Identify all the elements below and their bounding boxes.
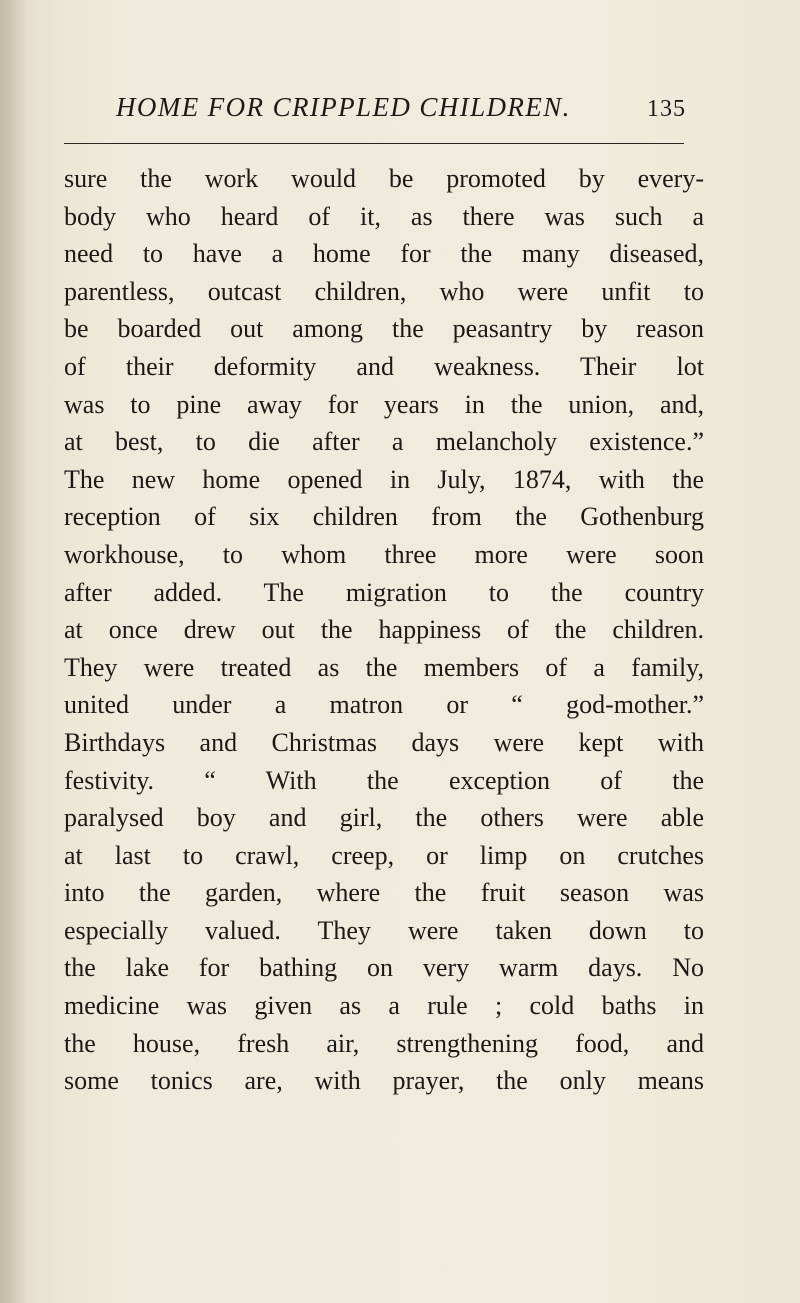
text-line: at best, to die after a melancholy existence.” (64, 427, 704, 457)
running-head (116, 92, 686, 136)
text-line: medicine was given as a rule ; cold baths in (64, 991, 704, 1021)
text-line: some tonics are, with prayer, the only means (64, 1066, 704, 1096)
text-line: workhouse, to whom three more were soon (64, 539, 704, 569)
text-line: after added. The migration to the country (64, 577, 704, 607)
text-line: the house, fresh air, strengthening food, and (64, 1028, 704, 1058)
text-line: sure the work would be promoted by every- (64, 164, 704, 193)
text-line: parentless, outcast children, who were unfit to (64, 276, 704, 306)
text-line: body who heard of it, as there was such a (64, 201, 704, 231)
text-line: be boarded out among the peasantry by reason (64, 314, 704, 344)
text-line: need to have a home for the many diseased, (64, 239, 704, 269)
header-rule (64, 143, 684, 144)
text-line: into the garden, where the fruit season was (64, 878, 704, 908)
text-line: was to pine away for years in the union, and, (64, 389, 704, 419)
text-line: of their deformity and weakness. Their lot (64, 351, 704, 381)
text-line: paralysed boy and girl, the others were able (64, 803, 704, 833)
text-line: They were treated as the members of a family, (64, 652, 704, 682)
running-title: HOME FOR CRIPPLED CHILDREN. (116, 92, 571, 122)
gutter-shadow (0, 0, 28, 1303)
text-line: The new home opened in July, 1874, with the (64, 464, 704, 494)
text-line: Birthdays and Christmas days were kept with (64, 727, 704, 757)
text-line: at once drew out the happiness of the children. (64, 615, 704, 645)
page-number: 135 (647, 96, 686, 122)
body-text (64, 160, 704, 1100)
text-line: united under a matron or “ god-mother.” (64, 690, 704, 720)
text-line: reception of six children from the Gothenburg (64, 502, 704, 532)
text-line: festivity. “ With the exception of the (64, 765, 704, 795)
text-line: the lake for bathing on very warm days. No (64, 953, 704, 983)
text-line: especially valued. They were taken down to (64, 915, 704, 945)
text-line: at last to crawl, creep, or limp on crutches (64, 840, 704, 870)
